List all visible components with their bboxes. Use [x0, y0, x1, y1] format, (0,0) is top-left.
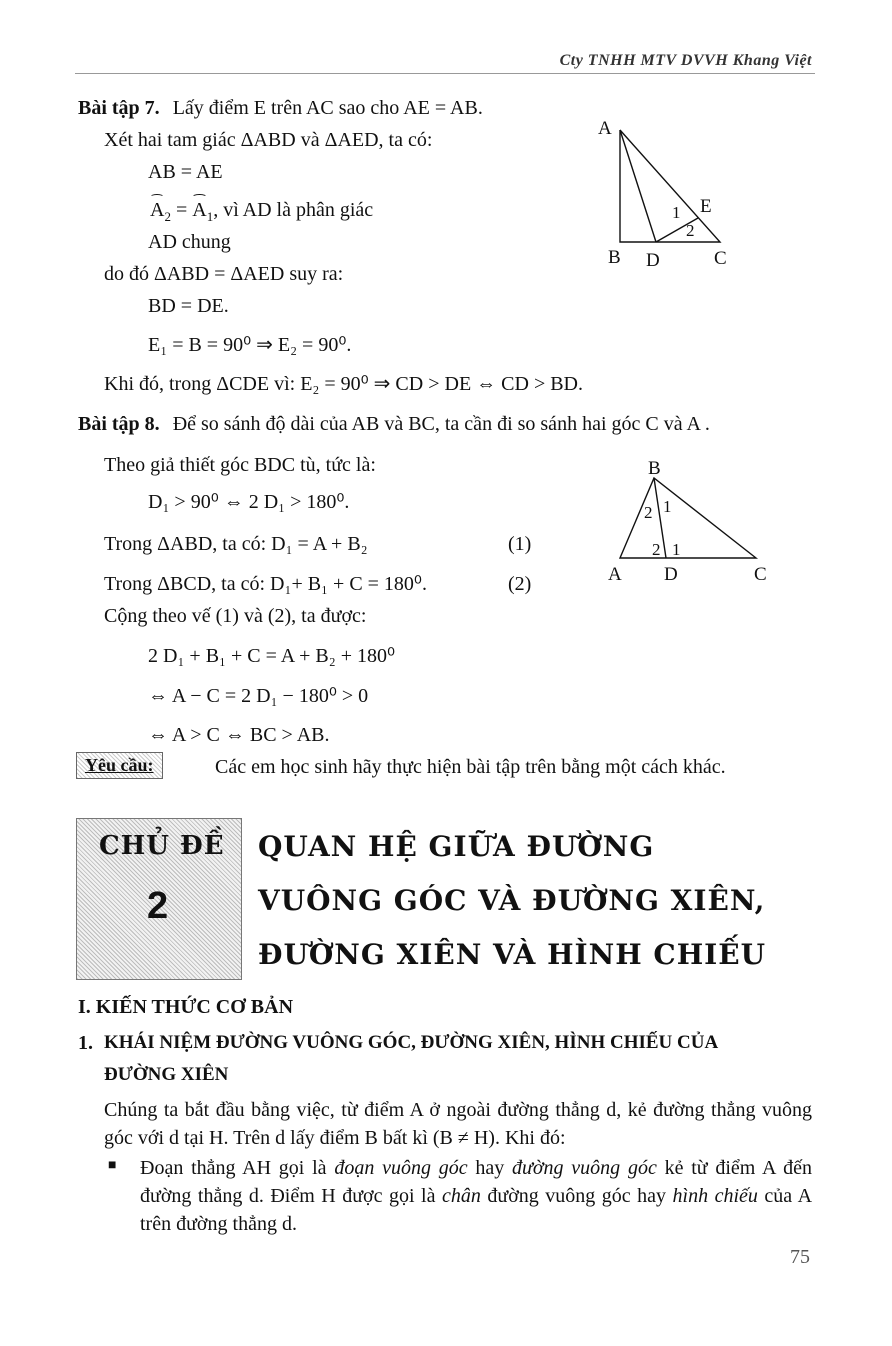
ex7-intro: Lấy điểm E trên AC sao cho AE = AB.	[172, 97, 483, 119]
topic-title-line3: ĐƯỜNG XIÊN VÀ HÌNH CHIẾU	[258, 938, 767, 971]
topic-title-line1: QUAN HỆ GIỮA ĐƯỜNG	[258, 830, 655, 863]
ex8-line5: Cộng theo vế (1) và (2), ta được:	[104, 605, 367, 627]
label-b-angle-2: 2	[644, 503, 653, 522]
topic-title-line2: VUÔNG GÓC VÀ ĐƯỜNG XIÊN,	[258, 884, 766, 917]
ex7-line3: $A_2 = A_1$, vì AD là phân giác	[150, 199, 374, 224]
label-a: A	[598, 118, 612, 139]
topic-box	[76, 818, 242, 980]
bullet-marker: ■	[108, 1158, 117, 1173]
label-d: D	[646, 250, 660, 271]
triangle-abc-outline	[620, 130, 720, 242]
ex7-line4: AD chung	[148, 231, 231, 253]
topic-box-label: CHỦ ĐỀ	[99, 831, 225, 861]
label-d2: D	[664, 564, 678, 585]
bullet-paragraph: Đoạn thẳng AH gọi là đoạn vuông góc hay đường vuông góc kẻ từ điểm A đến đường thẳng d. Điểm H được gọi là chân đường vuông góc hay hình chiếu của A trên đường thẳng d.	[140, 1157, 813, 1235]
label-d-angle-1: 1	[672, 540, 681, 559]
ex8-line2: D₁ > 90⁰ ⇔ 2 D₁ > 180⁰.	[148, 491, 350, 513]
angle-a2: A	[150, 199, 165, 221]
subsection-title-line1: KHÁI NIỆM ĐƯỜNG VUÔNG GÓC, ĐƯỜNG XIÊN, HÌNH CHIẾU CỦA	[104, 1032, 719, 1053]
ex8-line7: ⇔ A − C = 2 D₁ − 180⁰ > 0	[148, 685, 369, 707]
ex8-eq1-number: (1)	[508, 533, 532, 555]
subsection-number: 1.	[78, 1032, 93, 1054]
ex8-intro-line	[78, 412, 710, 436]
label-e: E	[700, 196, 712, 217]
ex8-line8: ⇔ A > C ⇔ BC > AB.	[148, 724, 330, 746]
section-heading: I. KIẾN THỨC CƠ BẢN	[78, 996, 294, 1018]
request-text: Các em học sinh hãy thực hiện bài tập trên bằng một cách khác.	[215, 756, 726, 778]
header-company: Cty TNHH MTV DVVH Khang Việt	[559, 52, 812, 69]
subsection-title-line2: ĐƯỜNG XIÊN	[104, 1064, 229, 1085]
page-number: 75	[790, 1246, 810, 1268]
ex7-intro-line	[78, 96, 483, 120]
segment-ad	[620, 130, 656, 242]
label-a2: A	[608, 564, 622, 585]
label-b: B	[608, 247, 621, 268]
ex7-line8: Khi đó, trong ΔCDE vì: E₂ = 90⁰ ⇒ CD > DE ⇔ CD > BD.	[104, 373, 584, 395]
label-c: C	[714, 248, 727, 269]
ex7-line1: Xét hai tam giác ΔABD và ΔAED, ta có:	[104, 129, 433, 151]
figure-triangle-abc-2	[600, 456, 780, 588]
topic-box-number: 2	[147, 885, 169, 927]
label-b2: B	[648, 458, 661, 479]
label-d-angle-2: 2	[652, 540, 661, 559]
ex7-line6: BD = DE.	[148, 295, 229, 317]
label-c2: C	[754, 564, 767, 585]
ex8-line4: Trong ΔBCD, ta có: D₁+ B₁ + C = 180⁰.	[104, 573, 427, 595]
label-angle-1: 1	[672, 203, 681, 222]
ex8-eq2-number: (2)	[508, 573, 532, 595]
ex7-line7: E₁ = B = 90⁰ ⇒ E₂ = 90⁰.	[148, 334, 352, 356]
ex8-line3: Trong ΔABD, ta có: D₁ = A + B₂	[104, 533, 368, 555]
label-b-angle-1: 1	[663, 497, 672, 516]
ex7-line2: AB = AE	[148, 161, 223, 183]
label-angle-2: 2	[686, 221, 695, 240]
figure-triangle-abc	[590, 112, 750, 272]
ex8-intro: Để so sánh độ dài của AB và BC, ta cần đi so sánh hai góc C và A .	[172, 413, 710, 435]
angle-a1: A	[192, 199, 207, 221]
ex7-label: Bài tập 7.	[78, 97, 160, 119]
ex8-line6: 2 D₁ + B₁ + C = A + B₂ + 180⁰	[148, 645, 396, 667]
triangle-abc2-outline	[620, 478, 756, 558]
header-rule	[75, 73, 815, 74]
ex7-line5: do đó ΔABD = ΔAED suy ra:	[104, 263, 344, 285]
ex8-label: Bài tập 8.	[78, 413, 160, 435]
request-label: Yêu cầu:	[76, 752, 163, 779]
ex8-line1: Theo giả thiết góc BDC tù, tức là:	[104, 454, 376, 476]
section-paragraph: Chúng ta bắt đầu bằng việc, từ điểm A ở ngoài đường thẳng d, kẻ đường thẳng vuông góc với d tại H. Trên d lấy điểm B bất kì (B ≠ H). Khi đó:	[104, 1099, 812, 1149]
